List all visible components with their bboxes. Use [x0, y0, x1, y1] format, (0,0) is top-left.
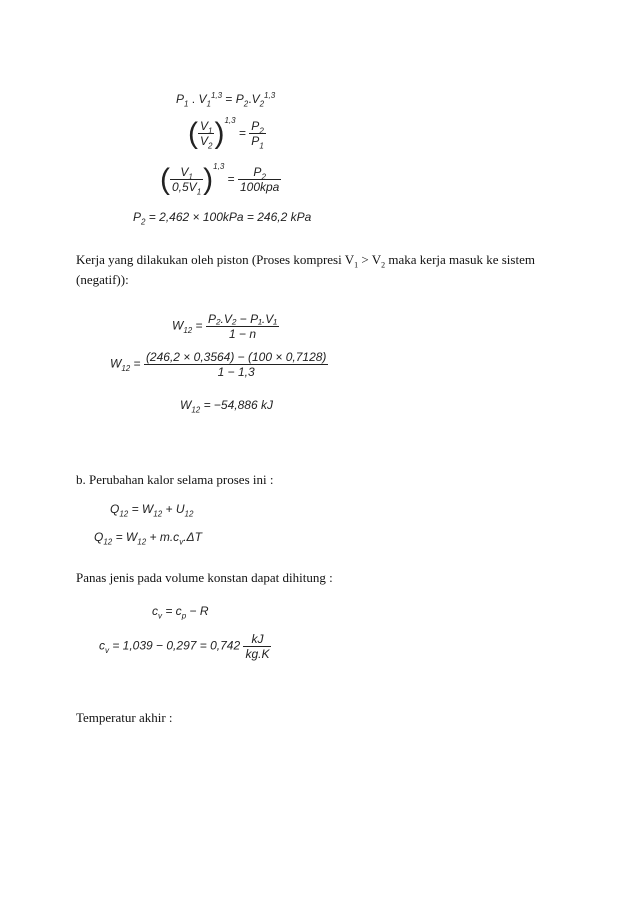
equation-work-formula: $W_{12}$ = $\frac{\text{P₂.V₂ − P₁.V₁}}{1 - n}$: [172, 312, 278, 341]
equation-p2-result: $P_2 = 2,462 \times 100kPa = 246,2$ kPa: [133, 210, 312, 227]
paragraph-specific-heat: Panas jenis pada volume konstan dapat dihitung :: [76, 570, 333, 585]
equation-volume-substitution: ( $\frac{V_1}{0,5V_1}$ )$^{1,3}$ = $\frac{P_2}{\text{100kpa}}$: [160, 162, 280, 197]
equation-heat-first-law: $Q_{12} = W_{12} + U_{12}$: [110, 502, 194, 519]
equation-pv-relation: $P_1$ . $V_1^{1,3} = P_2.V_2^{1,3}$: [176, 91, 276, 109]
equation-heat-expanded: $Q_{12} = W_{12} + m.c_v.\Delta T$: [94, 530, 202, 547]
paragraph-heat-change: b. Perubahan kalor selama proses ini :: [76, 472, 274, 487]
equation-cv-definition: $c_v = c_p - R$: [152, 604, 209, 621]
equation-work-substitution: $W_{12}$ = $\frac{(246,2 \times 0,3564) - (100 \times 0,7128)}{1 - 1,3}$: [110, 350, 327, 379]
paragraph-final-temperature: Temperatur akhir :: [76, 710, 173, 725]
equation-work-result: $W_{12} = -54,886$ kJ: [180, 398, 273, 415]
equation-cv-result: $c_v = 1,039 - 0,297 = 0,742$ $\frac{kJ}{kg.K}$: [99, 632, 270, 661]
equation-volume-ratio: ( $\frac{V_1}{V_2}$ )$^{1,3}$ = $\frac{P_2}{P_1}$: [188, 116, 264, 151]
paragraph-work-description: Kerja yang dilakukan oleh piston (Proses kompresi $V_1 > V_2$ maka kerja masuk ke sistem (negatif)):: [76, 252, 535, 287]
